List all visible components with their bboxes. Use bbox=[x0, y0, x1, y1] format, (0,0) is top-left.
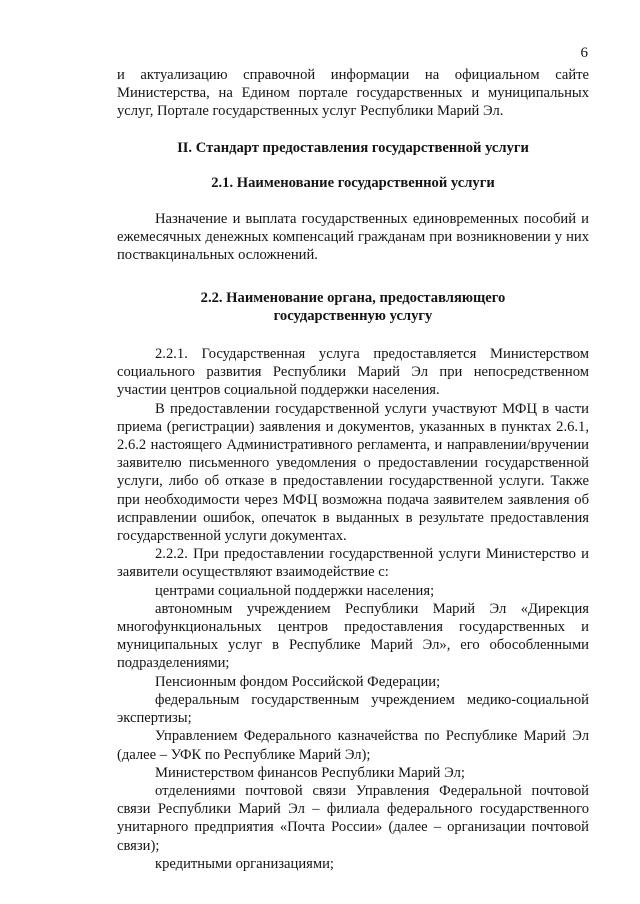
list-item-credit-organizations: кредитными организациями; bbox=[155, 855, 334, 872]
page-number: 6 bbox=[580, 45, 588, 61]
list-item-treasury: Управлением Федерального казначейства по Республике Марий Эл (далее – УФК по Республике Марий Эл); bbox=[117, 728, 589, 763]
section-heading: II. Стандарт предоставления государственной услуги bbox=[177, 139, 529, 156]
paragraph-2-2-2: 2.2.2. При предоставлении государственной услуги Министерство и заявители осуществляют взаимодействие с: bbox=[117, 546, 589, 581]
list-item-ministry-finance: Министерством финансов Республики Марий Эл; bbox=[155, 764, 465, 781]
paragraph-portal-info: и актуализацию справочной информации на официальном сайте Министерства, на Едином портале государственных и муниципальных услуг, Портале государственных услуг Республики Марий Эл. bbox=[117, 67, 589, 120]
list-item-post-offices: отделениями почтовой связи Управления Федеральной почтовой связи Республики Марий Эл – филиала федерального государственного унитарного предприятия «Почта России» (далее – организации почтовой связи); bbox=[117, 782, 589, 854]
paragraph-mfc: В предоставлении государственной услуги участвуют МФЦ в части приема (регистрации) заявления и документов, указанных в пунктах 2.6.1, 2.6.2 настоящего Административного регламента, и направлении/вручении заявителю письменного уведомления о предоставлении государственной услуги, либо об отказе в предоставлении государственной услуги. Также при необходимости через МФЦ возможна подача заявителем заявления об исправлении ошибок, опечаток в выданных в результате предоставления государственной услуги документах. bbox=[117, 400, 589, 545]
subsection-2-1-text: Назначение и выплата государственных единовременных пособий и ежемесячных денежных компенсаций гражданам при возникновении у них поствакцинальных осложнений. bbox=[117, 211, 589, 264]
subsection-2-2-heading-line-1: 2.2. Наименование органа, предоставляющего bbox=[200, 289, 506, 306]
list-item-social-support: центрами социальной поддержки населения; bbox=[155, 582, 435, 599]
subsection-2-2-heading-line-2: государственную услугу bbox=[273, 307, 433, 324]
paragraph-2-2-1: 2.2.1. Государственная услуга предоставляется Министерством социального развития Республики Марий Эл при непосредственном участии центров социальной поддержки населения. bbox=[117, 346, 589, 399]
list-item-pension-fund: Пенсионным фондом Российской Федерации; bbox=[155, 673, 441, 690]
list-item-mfc-directorate: автономным учреждением Республики Марий Эл «Дирекция многофункциональных центров предоставления государственных и муниципальных услуг в Республике Марий Эл», его обособленными подразделениями; bbox=[117, 600, 589, 672]
subsection-2-2-heading bbox=[117, 289, 589, 325]
document-body bbox=[117, 66, 589, 873]
list-item-medical-expertise: федеральным государственным учреждением медико-социальной экспертизы; bbox=[117, 691, 589, 727]
subsection-2-1-heading: 2.1. Наименование государственной услуги bbox=[211, 174, 495, 191]
